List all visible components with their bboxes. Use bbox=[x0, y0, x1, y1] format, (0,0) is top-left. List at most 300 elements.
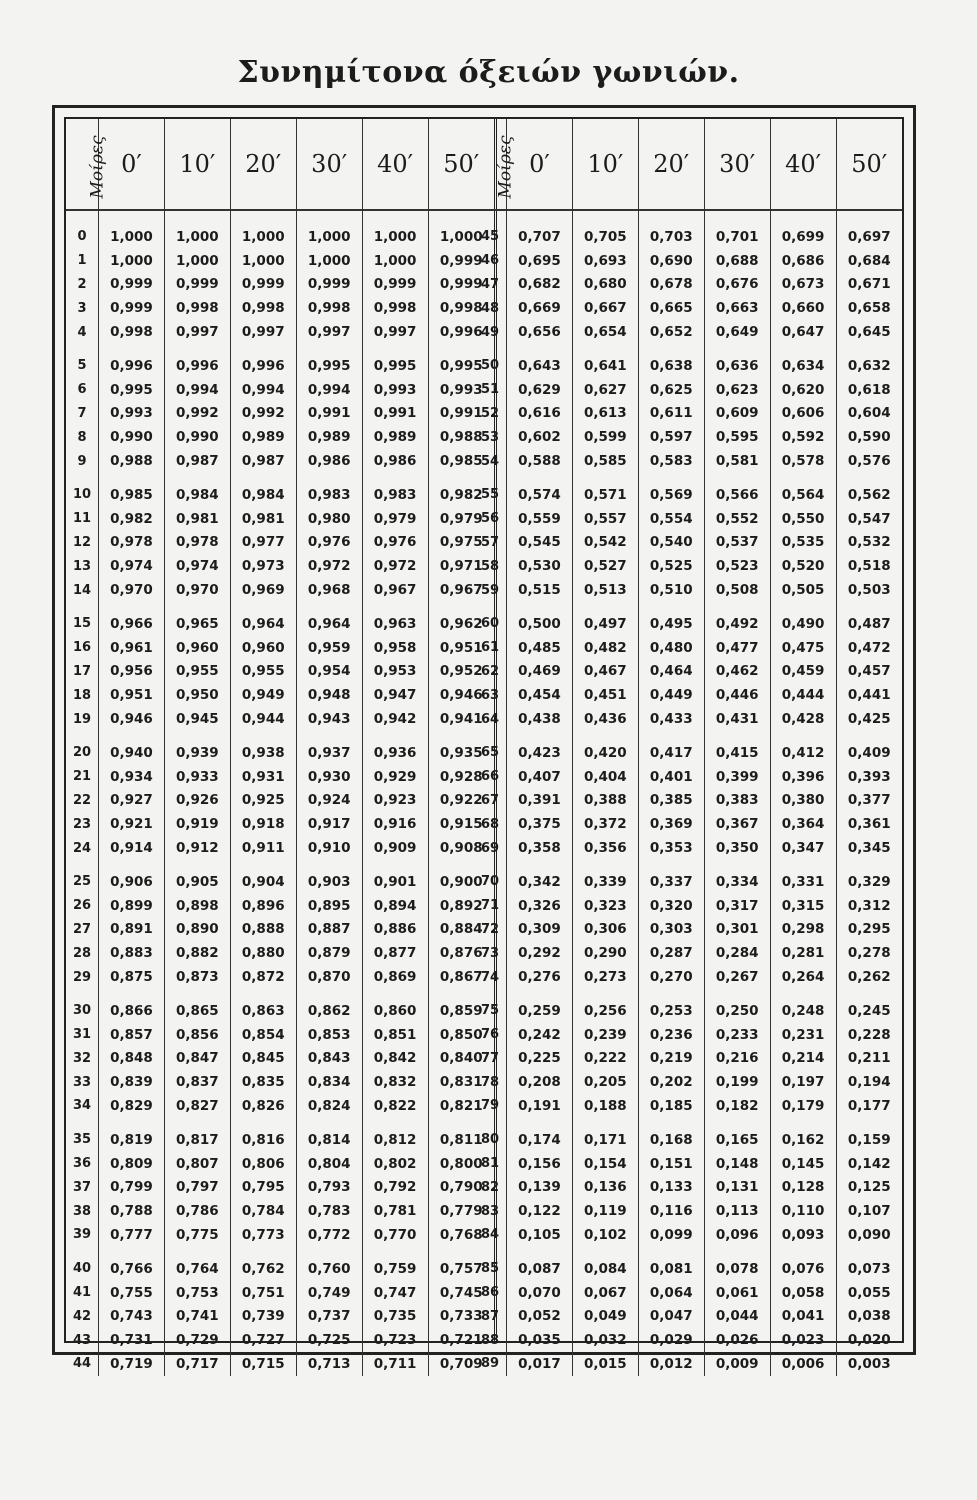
cosine-value-cell: 0,301 bbox=[704, 918, 770, 942]
degree-cell: 40 bbox=[66, 1247, 99, 1281]
degree-cell: 43 bbox=[66, 1328, 99, 1352]
cosine-value-cell: 0,233 bbox=[704, 1023, 770, 1047]
cosine-value-cell: 0,309 bbox=[507, 918, 573, 942]
cosine-value-cell: 0,822 bbox=[362, 1094, 428, 1118]
degree-cell: 16 bbox=[66, 636, 99, 660]
cosine-value-cell: 0,999 bbox=[164, 273, 230, 297]
cosine-value-cell: 0,148 bbox=[704, 1152, 770, 1176]
cosine-value-cell: 0,320 bbox=[638, 894, 704, 918]
cosine-value-cell: 0,999 bbox=[439, 276, 483, 293]
degree-cell: 88 bbox=[474, 1328, 507, 1352]
cosine-value-cell: 0,420 bbox=[572, 731, 638, 765]
cosine-value-cell: 0,929 bbox=[362, 765, 428, 789]
cosine-value-cell: 0,660 bbox=[770, 296, 836, 320]
cosine-value-cell: 0,665 bbox=[638, 296, 704, 320]
cosine-value-cell: 0,903 bbox=[296, 860, 362, 894]
cosine-value-cell: 0,578 bbox=[770, 449, 836, 473]
cosine-value-cell: 1,000 bbox=[362, 249, 428, 273]
cosine-value-cell: 0,159 bbox=[847, 1131, 891, 1148]
cosine-value-cell: 0,682 bbox=[507, 273, 573, 297]
cosine-value-cell: 0,372 bbox=[572, 812, 638, 836]
cosine-value-cell: 0,947 bbox=[362, 683, 428, 707]
cosine-value-cell: 0,985 bbox=[99, 473, 165, 507]
cosine-value-cell: 0,625 bbox=[638, 378, 704, 402]
cosine-value-cell: 0,956 bbox=[99, 660, 165, 684]
cosine-value-cell: 0,464 bbox=[638, 660, 704, 684]
cosine-value-cell: 0,142 bbox=[847, 1155, 891, 1172]
cosine-value-cell: 0,339 bbox=[572, 860, 638, 894]
cosine-value-cell: 0,353 bbox=[638, 836, 704, 860]
cosine-value-cell: 0,312 bbox=[847, 897, 891, 914]
cosine-value-cell: 0,930 bbox=[296, 765, 362, 789]
degree-cell: 66 bbox=[474, 765, 507, 789]
cosine-value-cell: 0,342 bbox=[507, 860, 573, 894]
degree-cell: 83 bbox=[474, 1199, 507, 1223]
degree-cell: 52 bbox=[474, 402, 507, 426]
cosine-value-cell: 0,122 bbox=[507, 1199, 573, 1223]
cosine-value-cell: 0,654 bbox=[572, 320, 638, 344]
cosine-value-cell: 0,723 bbox=[362, 1328, 428, 1352]
cosine-value-cell: 0,315 bbox=[770, 894, 836, 918]
cosine-value-cell: 0,753 bbox=[164, 1281, 230, 1305]
cosine-value-cell: 0,977 bbox=[230, 531, 296, 555]
cosine-value-cell: 0,995 bbox=[296, 344, 362, 378]
cosine-value-cell: 0,676 bbox=[704, 273, 770, 297]
table-row bbox=[474, 402, 902, 426]
cosine-value-cell: 0,773 bbox=[230, 1223, 296, 1247]
cosine-value-cell: 0,399 bbox=[704, 765, 770, 789]
cosine-table-left bbox=[66, 119, 494, 1376]
cosine-value-cell: 0,616 bbox=[507, 402, 573, 426]
table-row bbox=[66, 1352, 494, 1376]
cosine-value-cell: 0,983 bbox=[362, 473, 428, 507]
minute-header-30: 30′ bbox=[296, 119, 362, 210]
degree-cell: 9 bbox=[66, 449, 99, 473]
degree-cell: 47 bbox=[474, 273, 507, 297]
cosine-value-cell: 0,779 bbox=[439, 1203, 483, 1220]
cosine-value-cell: 0,303 bbox=[638, 918, 704, 942]
degree-cell: 22 bbox=[66, 789, 99, 813]
table-row bbox=[66, 531, 494, 555]
cosine-value-cell: 0,652 bbox=[638, 320, 704, 344]
cosine-value-cell: 0,928 bbox=[439, 768, 483, 785]
cosine-value-cell: 0,972 bbox=[296, 554, 362, 578]
cosine-value-cell: 0,879 bbox=[296, 941, 362, 965]
cosine-value-cell: 0,597 bbox=[638, 425, 704, 449]
cosine-value-cell: 0,757 bbox=[439, 1260, 483, 1277]
cosine-value-cell: 0,873 bbox=[164, 965, 230, 989]
degree-cell: 32 bbox=[66, 1047, 99, 1071]
cosine-value-cell: 0,725 bbox=[296, 1328, 362, 1352]
cosine-value-cell: 0,678 bbox=[638, 273, 704, 297]
table-row bbox=[474, 1328, 902, 1352]
degree-cell: 23 bbox=[66, 812, 99, 836]
cosine-value-cell: 0,417 bbox=[638, 731, 704, 765]
cosine-value-cell: 0,545 bbox=[507, 531, 573, 555]
cosine-value-cell: 0,242 bbox=[507, 1023, 573, 1047]
cosine-value-cell: 0,128 bbox=[770, 1175, 836, 1199]
degree-cell: 30 bbox=[66, 989, 99, 1023]
cosine-value-cell: 0,799 bbox=[99, 1175, 165, 1199]
cosine-value-cell: 0,009 bbox=[704, 1352, 770, 1376]
cosine-value-cell: 0,937 bbox=[296, 731, 362, 765]
minute-header-0: 0′ bbox=[99, 119, 165, 210]
cosine-value-cell: 0,850 bbox=[439, 1026, 483, 1043]
table-row bbox=[66, 941, 494, 965]
cosine-value-cell: 0,880 bbox=[230, 941, 296, 965]
cosine-value-cell: 0,935 bbox=[439, 744, 483, 761]
cosine-value-cell: 0,869 bbox=[362, 965, 428, 989]
cosine-value-cell: 0,912 bbox=[164, 836, 230, 860]
cosine-value-cell: 0,998 bbox=[362, 296, 428, 320]
cosine-value-cell: 0,090 bbox=[847, 1226, 891, 1243]
table-row bbox=[66, 1199, 494, 1223]
cosine-value-cell: 0,364 bbox=[770, 812, 836, 836]
cosine-value-cell: 0,994 bbox=[164, 378, 230, 402]
cosine-value-cell: 0,993 bbox=[362, 378, 428, 402]
cosine-value-cell: 0,951 bbox=[439, 639, 483, 656]
cosine-value-cell: 0,441 bbox=[847, 687, 891, 704]
cosine-value-cell: 0,786 bbox=[164, 1199, 230, 1223]
cosine-value-cell: 0,535 bbox=[770, 531, 836, 555]
cosine-value-cell: 0,686 bbox=[770, 249, 836, 273]
degree-cell: 78 bbox=[474, 1070, 507, 1094]
table-row bbox=[66, 554, 494, 578]
cosine-value-cell: 0,887 bbox=[296, 918, 362, 942]
cosine-value-cell: 0,733 bbox=[439, 1308, 483, 1325]
table-row bbox=[474, 473, 902, 507]
cosine-value-cell: 0,334 bbox=[704, 860, 770, 894]
cosine-value-cell: 0,076 bbox=[770, 1247, 836, 1281]
table-frame bbox=[52, 105, 916, 1372]
cosine-value-cell: 0,602 bbox=[507, 425, 573, 449]
degree-cell: 28 bbox=[66, 941, 99, 965]
cosine-value-cell: 0,827 bbox=[164, 1094, 230, 1118]
cosine-value-cell: 0,831 bbox=[439, 1074, 483, 1091]
cosine-value-cell: 0,797 bbox=[164, 1175, 230, 1199]
cosine-value-cell: 0,974 bbox=[99, 554, 165, 578]
cosine-value-cell: 0,032 bbox=[572, 1328, 638, 1352]
cosine-value-cell: 0,467 bbox=[572, 660, 638, 684]
cosine-value-cell: 1,000 bbox=[439, 228, 483, 245]
cosine-value-cell: 0,997 bbox=[164, 320, 230, 344]
cosine-value-cell: 0,425 bbox=[847, 711, 891, 728]
cosine-value-cell: 0,643 bbox=[507, 344, 573, 378]
cosine-value-cell: 0,872 bbox=[230, 965, 296, 989]
degree-cell: 26 bbox=[66, 894, 99, 918]
cosine-value-cell: 0,999 bbox=[362, 273, 428, 297]
cosine-value-cell: 0,446 bbox=[704, 683, 770, 707]
table-row bbox=[474, 860, 902, 894]
cosine-value-cell: 0,673 bbox=[770, 273, 836, 297]
table-row bbox=[66, 918, 494, 942]
cosine-value-cell: 0,253 bbox=[638, 989, 704, 1023]
cosine-value-cell: 0,989 bbox=[362, 425, 428, 449]
cosine-value-cell: 1,000 bbox=[296, 225, 362, 249]
cosine-value-cell: 0,923 bbox=[362, 789, 428, 813]
cosine-value-cell: 0,231 bbox=[770, 1023, 836, 1047]
cosine-value-cell: 0,444 bbox=[770, 683, 836, 707]
table-row bbox=[474, 1281, 902, 1305]
table-row bbox=[66, 449, 494, 473]
cosine-value-cell: 0,870 bbox=[296, 965, 362, 989]
table-row bbox=[474, 449, 902, 473]
degree-cell: 62 bbox=[474, 660, 507, 684]
cosine-value-cell: 0,999 bbox=[99, 296, 165, 320]
cosine-value-cell: 0,986 bbox=[362, 449, 428, 473]
degree-cell: 34 bbox=[66, 1094, 99, 1118]
cosine-value-cell: 0,735 bbox=[362, 1304, 428, 1328]
table-row bbox=[474, 765, 902, 789]
cosine-value-cell: 0,952 bbox=[439, 663, 483, 680]
cosine-value-cell: 0,369 bbox=[638, 812, 704, 836]
table-row bbox=[66, 965, 494, 989]
cosine-value-cell: 0,566 bbox=[704, 473, 770, 507]
cosine-value-cell: 0,982 bbox=[439, 486, 483, 503]
cosine-value-cell: 0,842 bbox=[362, 1047, 428, 1071]
cosine-value-cell: 0,171 bbox=[572, 1118, 638, 1152]
cosine-value-cell: 0,492 bbox=[704, 602, 770, 636]
cosine-value-cell: 0,188 bbox=[572, 1094, 638, 1118]
degree-cell: 75 bbox=[474, 989, 507, 1023]
table-row bbox=[474, 507, 902, 531]
table-row bbox=[474, 941, 902, 965]
cosine-value-cell: 0,317 bbox=[704, 894, 770, 918]
cosine-value-cell: 0,906 bbox=[99, 860, 165, 894]
table-row bbox=[66, 1094, 494, 1118]
cosine-value-cell: 0,946 bbox=[439, 687, 483, 704]
cosine-value-cell: 0,396 bbox=[770, 765, 836, 789]
cosine-value-cell: 0,972 bbox=[362, 554, 428, 578]
cosine-value-cell: 0,102 bbox=[572, 1223, 638, 1247]
cosine-value-cell: 0,969 bbox=[230, 578, 296, 602]
cosine-value-cell: 0,038 bbox=[847, 1308, 891, 1325]
degree-cell: 70 bbox=[474, 860, 507, 894]
cosine-value-cell: 0,276 bbox=[507, 965, 573, 989]
cosine-value-cell: 0,955 bbox=[230, 660, 296, 684]
cosine-value-cell: 0,992 bbox=[230, 402, 296, 426]
cosine-value-cell: 1,000 bbox=[296, 249, 362, 273]
cosine-value-cell: 0,918 bbox=[230, 812, 296, 836]
cosine-value-cell: 0,245 bbox=[847, 1002, 891, 1019]
cosine-value-cell: 0,690 bbox=[638, 249, 704, 273]
cosine-value-cell: 0,552 bbox=[704, 507, 770, 531]
table-row bbox=[474, 249, 902, 273]
cosine-value-cell: 0,641 bbox=[572, 344, 638, 378]
cosine-value-cell: 0,350 bbox=[704, 836, 770, 860]
cosine-value-cell: 0,934 bbox=[99, 765, 165, 789]
degree-cell: 67 bbox=[474, 789, 507, 813]
degree-cell: 74 bbox=[474, 965, 507, 989]
degree-cell: 85 bbox=[474, 1247, 507, 1281]
cosine-value-cell: 0,290 bbox=[572, 941, 638, 965]
degree-cell: 60 bbox=[474, 602, 507, 636]
cosine-value-cell: 0,185 bbox=[638, 1094, 704, 1118]
cosine-value-cell: 0,944 bbox=[230, 707, 296, 731]
cosine-value-cell: 0,438 bbox=[507, 707, 573, 731]
table-row bbox=[66, 273, 494, 297]
cosine-value-cell: 0,044 bbox=[704, 1304, 770, 1328]
degree-cell: 20 bbox=[66, 731, 99, 765]
cosine-value-cell: 0,133 bbox=[638, 1175, 704, 1199]
degree-cell: 38 bbox=[66, 1199, 99, 1223]
cosine-value-cell: 0,684 bbox=[847, 252, 891, 269]
cosine-value-cell: 0,361 bbox=[847, 816, 891, 833]
cosine-value-cell: 0,667 bbox=[572, 296, 638, 320]
cosine-value-cell: 0,345 bbox=[847, 840, 891, 857]
cosine-value-cell: 0,834 bbox=[296, 1070, 362, 1094]
cosine-value-cell: 0,292 bbox=[507, 941, 573, 965]
cosine-value-cell: 0,896 bbox=[230, 894, 296, 918]
cosine-value-cell: 0,139 bbox=[507, 1175, 573, 1199]
cosine-value-cell: 0,807 bbox=[164, 1152, 230, 1176]
cosine-value-cell: 0,284 bbox=[704, 941, 770, 965]
cosine-value-cell: 1,000 bbox=[99, 249, 165, 273]
cosine-value-cell: 0,958 bbox=[362, 636, 428, 660]
cosine-value-cell: 0,084 bbox=[572, 1247, 638, 1281]
table-row bbox=[66, 1175, 494, 1199]
table-row bbox=[66, 636, 494, 660]
degree-cell: 12 bbox=[66, 531, 99, 555]
cosine-value-cell: 0,454 bbox=[507, 683, 573, 707]
cosine-value-cell: 0,017 bbox=[507, 1352, 573, 1376]
cosine-value-cell: 0,688 bbox=[704, 249, 770, 273]
cosine-value-cell: 0,882 bbox=[164, 941, 230, 965]
cosine-value-cell: 0,766 bbox=[99, 1247, 165, 1281]
cosine-value-cell: 0,999 bbox=[296, 273, 362, 297]
cosine-value-cell: 0,985 bbox=[439, 453, 483, 470]
degree-cell: 56 bbox=[474, 507, 507, 531]
cosine-value-cell: 0,393 bbox=[847, 768, 891, 785]
cosine-value-cell: 0,191 bbox=[507, 1094, 573, 1118]
cosine-value-cell: 0,205 bbox=[572, 1070, 638, 1094]
cosine-value-cell: 0,955 bbox=[164, 660, 230, 684]
cosine-value-cell: 0,347 bbox=[770, 836, 836, 860]
minute-header-10: 10′ bbox=[164, 119, 230, 210]
cosine-value-cell: 0,860 bbox=[362, 989, 428, 1023]
cosine-value-cell: 0,717 bbox=[164, 1352, 230, 1376]
cosine-value-cell: 0,749 bbox=[296, 1281, 362, 1305]
minute-header-20: 20′ bbox=[230, 119, 296, 210]
table-row bbox=[66, 1281, 494, 1305]
cosine-value-cell: 0,331 bbox=[770, 860, 836, 894]
cosine-value-cell: 1,000 bbox=[230, 225, 296, 249]
cosine-value-cell: 0,599 bbox=[572, 425, 638, 449]
cosine-value-cell: 0,505 bbox=[770, 578, 836, 602]
cosine-value-cell: 0,788 bbox=[99, 1199, 165, 1223]
cosine-value-cell: 0,909 bbox=[362, 836, 428, 860]
cosine-value-cell: 0,845 bbox=[230, 1047, 296, 1071]
cosine-value-cell: 0,287 bbox=[638, 941, 704, 965]
cosine-value-cell: 0,976 bbox=[296, 531, 362, 555]
cosine-value-cell: 0,840 bbox=[439, 1050, 483, 1067]
cosine-value-cell: 0,974 bbox=[164, 554, 230, 578]
cosine-value-cell: 0,933 bbox=[164, 765, 230, 789]
cosine-value-cell: 0,875 bbox=[99, 965, 165, 989]
cosine-value-cell: 0,571 bbox=[572, 473, 638, 507]
cosine-value-cell: 0,931 bbox=[230, 765, 296, 789]
spacer-row bbox=[66, 210, 494, 225]
cosine-value-cell: 0,901 bbox=[362, 860, 428, 894]
cosine-value-cell: 0,162 bbox=[770, 1118, 836, 1152]
table-row bbox=[474, 918, 902, 942]
table-row bbox=[474, 225, 902, 249]
cosine-value-cell: 0,998 bbox=[230, 296, 296, 320]
cosine-value-cell: 0,745 bbox=[439, 1284, 483, 1301]
cosine-value-cell: 0,967 bbox=[439, 582, 483, 599]
cosine-value-cell: 0,174 bbox=[507, 1118, 573, 1152]
cosine-value-cell: 0,358 bbox=[507, 836, 573, 860]
table-row bbox=[66, 249, 494, 273]
cosine-value-cell: 0,982 bbox=[99, 507, 165, 531]
cosine-value-cell: 0,693 bbox=[572, 249, 638, 273]
cosine-value-cell: 0,047 bbox=[638, 1304, 704, 1328]
cosine-value-cell: 0,485 bbox=[507, 636, 573, 660]
cosine-value-cell: 0,961 bbox=[99, 636, 165, 660]
cosine-value-cell: 0,980 bbox=[296, 507, 362, 531]
cosine-value-cell: 0,781 bbox=[362, 1199, 428, 1223]
cosine-value-cell: 0,064 bbox=[638, 1281, 704, 1305]
cosine-value-cell: 0,052 bbox=[507, 1304, 573, 1328]
degree-cell: 71 bbox=[474, 894, 507, 918]
table-row bbox=[66, 1070, 494, 1094]
cosine-value-cell: 0,557 bbox=[572, 507, 638, 531]
degree-cell: 0 bbox=[66, 225, 99, 249]
cosine-value-cell: 0,993 bbox=[439, 381, 483, 398]
cosine-value-cell: 0,649 bbox=[704, 320, 770, 344]
cosine-value-cell: 0,998 bbox=[99, 320, 165, 344]
cosine-value-cell: 0,412 bbox=[770, 731, 836, 765]
cosine-value-cell: 0,783 bbox=[296, 1199, 362, 1223]
cosine-value-cell: 0,613 bbox=[572, 402, 638, 426]
cosine-value-cell: 0,884 bbox=[439, 921, 483, 938]
table-row bbox=[66, 402, 494, 426]
cosine-value-cell: 0,697 bbox=[847, 228, 891, 245]
degrees-header bbox=[474, 119, 516, 210]
cosine-value-cell: 0,574 bbox=[507, 473, 573, 507]
cosine-value-cell: 0,490 bbox=[770, 602, 836, 636]
cosine-value-cell: 0,938 bbox=[230, 731, 296, 765]
degree-cell: 17 bbox=[66, 660, 99, 684]
cosine-value-cell: 0,278 bbox=[847, 945, 891, 962]
degree-cell: 37 bbox=[66, 1175, 99, 1199]
cosine-value-cell: 0,554 bbox=[638, 507, 704, 531]
cosine-value-cell: 0,973 bbox=[230, 554, 296, 578]
page-title: Συνημίτονα όξειών γωνιών. bbox=[237, 55, 740, 90]
cosine-value-cell: 0,812 bbox=[362, 1118, 428, 1152]
cosine-value-cell: 0,592 bbox=[770, 425, 836, 449]
table-body-left bbox=[66, 210, 494, 1376]
cosine-value-cell: 0,981 bbox=[164, 507, 230, 531]
cosine-value-cell: 0,866 bbox=[99, 989, 165, 1023]
cosine-value-cell: 0,457 bbox=[847, 663, 891, 680]
cosine-value-cell: 0,264 bbox=[770, 965, 836, 989]
table-row bbox=[474, 636, 902, 660]
minute-header-0: 0′ bbox=[507, 119, 573, 210]
cosine-value-cell: 0,423 bbox=[507, 731, 573, 765]
degree-cell: 63 bbox=[474, 683, 507, 707]
degree-cell: 80 bbox=[474, 1118, 507, 1152]
spacer-cell bbox=[638, 210, 704, 225]
cosine-value-cell: 0,409 bbox=[847, 744, 891, 761]
table-row bbox=[474, 602, 902, 636]
cosine-value-cell: 0,857 bbox=[99, 1023, 165, 1047]
table-row bbox=[474, 1175, 902, 1199]
cosine-value-cell: 0,996 bbox=[230, 344, 296, 378]
cosine-value-cell: 0,530 bbox=[507, 554, 573, 578]
cosine-value-cell: 0,547 bbox=[847, 510, 891, 527]
cosine-value-cell: 0,073 bbox=[847, 1260, 891, 1277]
